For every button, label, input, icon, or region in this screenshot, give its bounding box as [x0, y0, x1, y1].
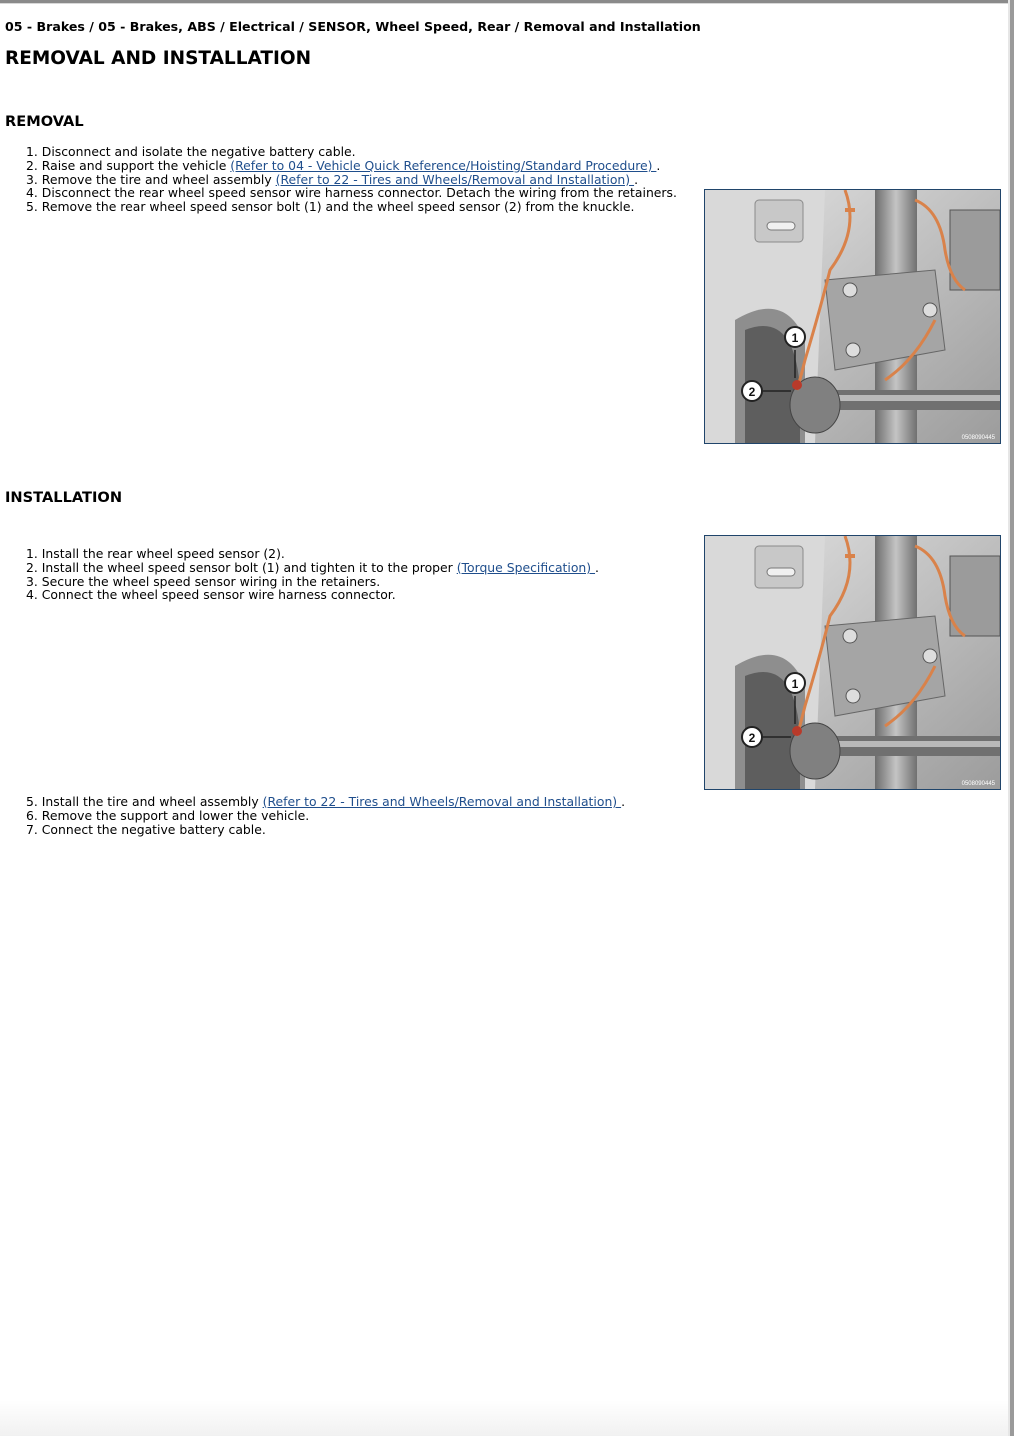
window-right-border	[1010, 0, 1014, 1436]
tires-wheels-link[interactable]: (Refer to 22 - Tires and Wheels/Removal and Installation)	[262, 794, 622, 809]
tires-wheels-link[interactable]: (Refer to 22 - Tires and Wheels/Removal and Installation)	[275, 171, 635, 187]
installation-step: 1. Install the rear wheel speed sensor (2).	[26, 546, 285, 561]
removal-heading: REMOVAL	[5, 113, 84, 130]
callout-2: 2	[748, 385, 756, 399]
torque-specification-link[interactable]: (Torque Specification)	[456, 559, 596, 575]
hoisting-procedure-link[interactable]: (Refer to 04 - Vehicle Quick Reference/Hoisting/Standard Procedure)	[230, 157, 657, 173]
installation-step: 6. Remove the support and lower the vehicle.	[26, 807, 310, 823]
window-top-highlight	[0, 3, 1014, 4]
installation-step: 2. Install the wheel speed sensor bolt (1) and tighten it to the proper (Torque Specification) .	[26, 559, 599, 575]
removal-step: 4. Disconnect the rear wheel speed sensor wire harness connector. Detach the wiring from the retainers.	[26, 185, 677, 201]
installation-step: 5. Install the tire and wheel assembly (Refer to 22 - Tires and Wheels/Removal and Installation) .	[26, 794, 626, 809]
wheel-speed-sensor-illustration	[704, 535, 1001, 790]
installation-step: 7. Connect the negative battery cable.	[26, 821, 266, 837]
figure-code: 0508090445	[961, 435, 995, 441]
callout-2: 2	[748, 731, 756, 745]
installation-step: 3. Secure the wheel speed sensor wiring in the retainers.	[26, 573, 381, 589]
removal-step: 1. Disconnect and isolate the negative battery cable.	[26, 144, 356, 159]
page-title: REMOVAL AND INSTALLATION	[5, 48, 312, 69]
removal-step: 5. Remove the rear wheel speed sensor bolt (1) and the wheel speed sensor (2) from the knuckle.	[26, 199, 635, 215]
installation-step: 4. Connect the wheel speed sensor wire harness connector.	[26, 587, 396, 603]
installation-steps	[26, 547, 599, 602]
figure-code: 0508090445	[961, 781, 995, 787]
wheel-speed-sensor-illustration	[704, 189, 1001, 444]
installation-steps-continued	[26, 795, 625, 836]
page-bottom-shade	[0, 1400, 1008, 1436]
callout-1: 1	[791, 331, 799, 345]
callout-1: 1	[791, 677, 799, 691]
removal-step: 3. Remove the tire and wheel assembly (Refer to 22 - Tires and Wheels/Removal and Installation) .	[26, 171, 639, 187]
removal-steps	[26, 145, 677, 214]
breadcrumb: 05 - Brakes / 05 - Brakes, ABS / Electrical / SENSOR, Wheel Speed, Rear / Removal and Installation	[5, 19, 701, 34]
removal-step: 2. Raise and support the vehicle (Refer to 04 - Vehicle Quick Reference/Hoisting/Standard Procedure) .	[26, 157, 661, 173]
installation-heading: INSTALLATION	[5, 489, 123, 506]
